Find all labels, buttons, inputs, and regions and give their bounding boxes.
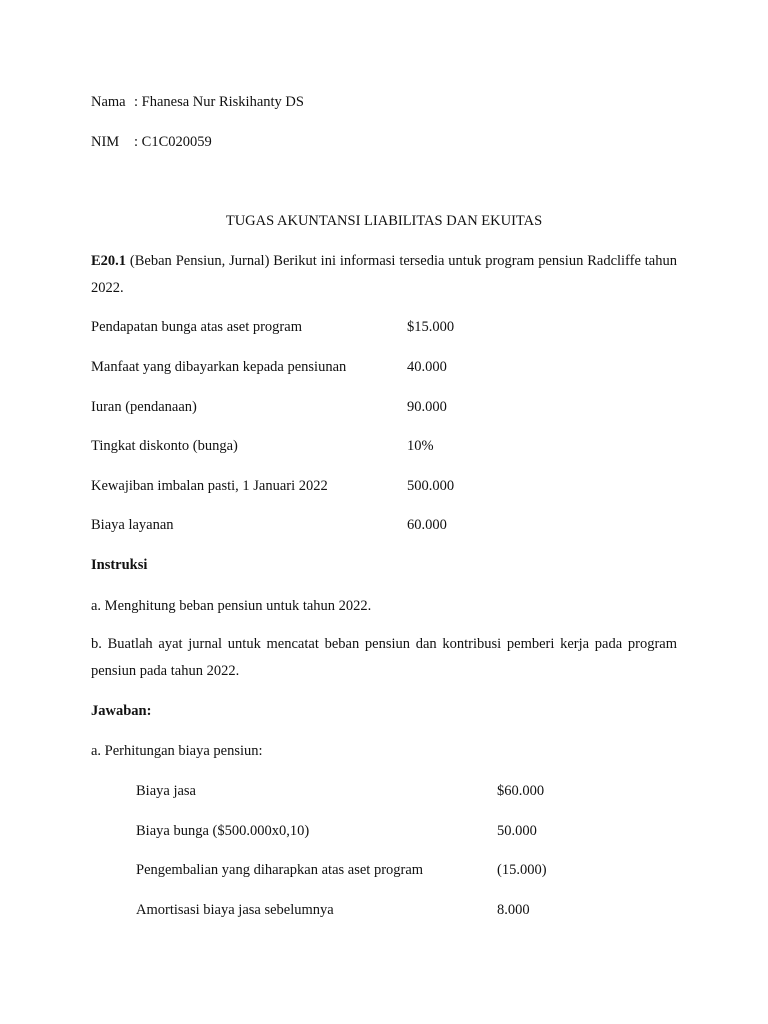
calc-row-value: $60.000 xyxy=(497,783,545,799)
info-row-label: Pendapatan bunga atas aset program xyxy=(91,319,302,335)
instructions-heading: Instruksi xyxy=(91,557,148,573)
exercise-paragraph xyxy=(91,248,677,302)
info-row-label: Tingkat diskonto (bunga) xyxy=(91,438,238,454)
info-row-value: $15.000 xyxy=(407,319,455,335)
calc-row-value: (15.000) xyxy=(497,862,547,878)
calc-row-value: 8.000 xyxy=(497,902,530,918)
exercise-code: E20.1 xyxy=(91,253,127,269)
info-row-value: 10% xyxy=(407,438,434,454)
calc-row-label: Amortisasi biaya jasa sebelumnya xyxy=(136,902,334,918)
info-row-label: Manfaat yang dibayarkan kepada pensiunan xyxy=(91,359,347,375)
info-row-label: Biaya layanan xyxy=(91,517,174,533)
nim-value: : C1C020059 xyxy=(134,134,212,150)
document-title: TUGAS AKUNTANSI LIABILITAS DAN EKUITAS xyxy=(225,213,543,229)
instruction-b: b. Buatlah ayat jurnal untuk mencatat beban pensiun dan kontribusi pemberi kerja pada program pensiun pada tahun 2022. xyxy=(91,636,677,679)
info-row-label: Iuran (pendanaan) xyxy=(91,399,197,415)
nim-label: NIM xyxy=(91,134,120,150)
calc-row-value: 50.000 xyxy=(497,823,537,839)
exercise-text: (Beban Pensiun, Jurnal) Berikut ini informasi tersedia untuk program pensiun Radcliffe tahun 2022. xyxy=(91,253,677,296)
info-row-value: 60.000 xyxy=(407,517,447,533)
info-row-label: Kewajiban imbalan pasti, 1 Januari 2022 xyxy=(91,478,328,494)
calc-row-label: Pengembalian yang diharapkan atas aset program xyxy=(136,862,424,878)
name-label: Nama xyxy=(91,94,126,110)
calc-row-label: Biaya bunga ($500.000x0,10) xyxy=(136,823,310,839)
instruction-a: a. Menghitung beban pensiun untuk tahun 2022. xyxy=(91,598,372,614)
name-value: : Fhanesa Nur Riskihanty DS xyxy=(134,94,304,110)
info-row-value: 90.000 xyxy=(407,399,447,415)
answer-a-intro: a. Perhitungan biaya pensiun: xyxy=(91,743,263,759)
answer-heading: Jawaban: xyxy=(91,703,152,719)
calc-row-label: Biaya jasa xyxy=(136,783,196,799)
info-row-value: 500.000 xyxy=(407,478,455,494)
info-row-value: 40.000 xyxy=(407,359,447,375)
